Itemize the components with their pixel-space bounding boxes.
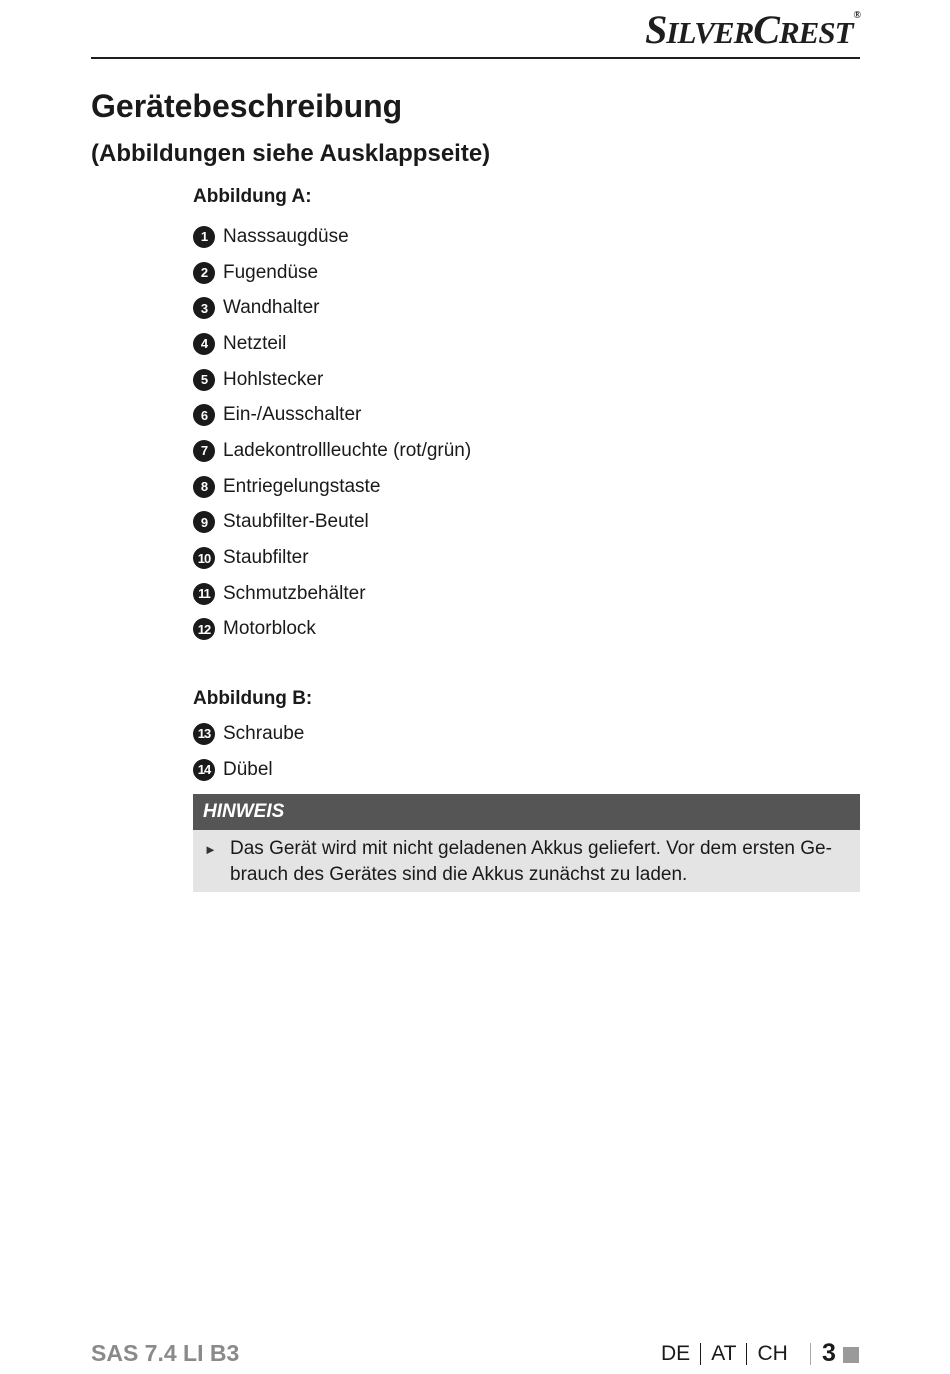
part-label: Ein-/Ausschalter bbox=[223, 404, 362, 426]
note-text: Das Gerät wird mit nicht geladenen Akkus geliefert. Vor dem ersten Ge-brauch des Gerätes sind die Akkus zunächst zu laden. bbox=[230, 838, 832, 885]
part-number-badge: 8 bbox=[193, 476, 215, 498]
part-label: Fugendüse bbox=[223, 261, 319, 283]
part-label: Motorblock bbox=[223, 618, 316, 640]
part-list-item bbox=[193, 433, 471, 469]
country-separator bbox=[700, 1343, 701, 1365]
figure-b-heading: Abbildung B: bbox=[193, 688, 313, 709]
part-number-badge: 13 bbox=[193, 723, 215, 745]
part-label: Dübel bbox=[223, 758, 273, 780]
part-number-badge: 14 bbox=[193, 759, 215, 781]
part-list-item bbox=[193, 716, 304, 752]
part-label: Staubfilter bbox=[223, 547, 309, 569]
page-subtitle: (Abbildungen siehe Ausklappseite) bbox=[91, 140, 491, 167]
part-number-badge: 2 bbox=[193, 262, 215, 284]
country-separator bbox=[746, 1343, 747, 1365]
part-number-badge: 11 bbox=[193, 583, 215, 605]
note-body bbox=[193, 830, 860, 892]
part-number-badge: 7 bbox=[193, 440, 215, 462]
part-label: Staubfilter-Beutel bbox=[223, 511, 369, 533]
page-title: Gerätebeschreibung bbox=[91, 88, 403, 124]
page-marker-square bbox=[843, 1347, 859, 1363]
part-list-item bbox=[193, 290, 471, 326]
note-title: HINWEIS bbox=[193, 794, 860, 830]
part-list-item bbox=[193, 576, 471, 612]
part-number-badge: 4 bbox=[193, 333, 215, 355]
silvercrest-logo: SILVERCREST® bbox=[645, 7, 860, 52]
part-label: Schraube bbox=[223, 722, 305, 744]
part-number-badge: 6 bbox=[193, 404, 215, 426]
part-list-item bbox=[193, 505, 471, 541]
part-number-badge: 10 bbox=[193, 547, 215, 569]
part-number-badge: 9 bbox=[193, 511, 215, 533]
note-box bbox=[193, 794, 860, 892]
part-list-item bbox=[193, 326, 471, 362]
part-label: Wandhalter bbox=[223, 297, 320, 319]
arrow-right-icon: ► bbox=[204, 842, 217, 857]
part-label: Nasssaugdüse bbox=[223, 225, 349, 247]
part-number-badge: 5 bbox=[193, 369, 215, 391]
part-label: Ladekontrollleuchte (rot/grün) bbox=[223, 439, 472, 461]
header-divider bbox=[91, 57, 860, 59]
part-label: Schmutzbehälter bbox=[223, 582, 366, 604]
part-list-item bbox=[193, 397, 471, 433]
country-code: AT bbox=[711, 1342, 737, 1365]
part-label: Hohlstecker bbox=[223, 368, 324, 390]
footer-separator bbox=[810, 1343, 811, 1365]
part-list-item bbox=[193, 362, 471, 398]
part-list-item bbox=[193, 612, 471, 648]
part-number-badge: 1 bbox=[193, 226, 215, 248]
part-list-item bbox=[193, 255, 471, 291]
part-number-badge: 12 bbox=[193, 618, 215, 640]
footer-country-codes bbox=[661, 1342, 811, 1366]
part-list-item bbox=[193, 540, 471, 576]
country-code: CH bbox=[757, 1342, 788, 1365]
part-list-item bbox=[193, 752, 304, 788]
figure-a-parts-list bbox=[193, 219, 471, 647]
footer-model-number: SAS 7.4 LI B3 bbox=[91, 1340, 240, 1366]
part-number-badge: 3 bbox=[193, 297, 215, 319]
part-label: Entriegelungstaste bbox=[223, 475, 381, 497]
part-label: Netzteil bbox=[223, 332, 287, 354]
part-list-item bbox=[193, 219, 471, 255]
figure-a-heading: Abbildung A: bbox=[193, 186, 312, 207]
figure-b-parts-list bbox=[193, 716, 304, 787]
page-number: 3 bbox=[822, 1339, 836, 1367]
part-list-item bbox=[193, 469, 471, 505]
country-code: DE bbox=[661, 1342, 691, 1365]
